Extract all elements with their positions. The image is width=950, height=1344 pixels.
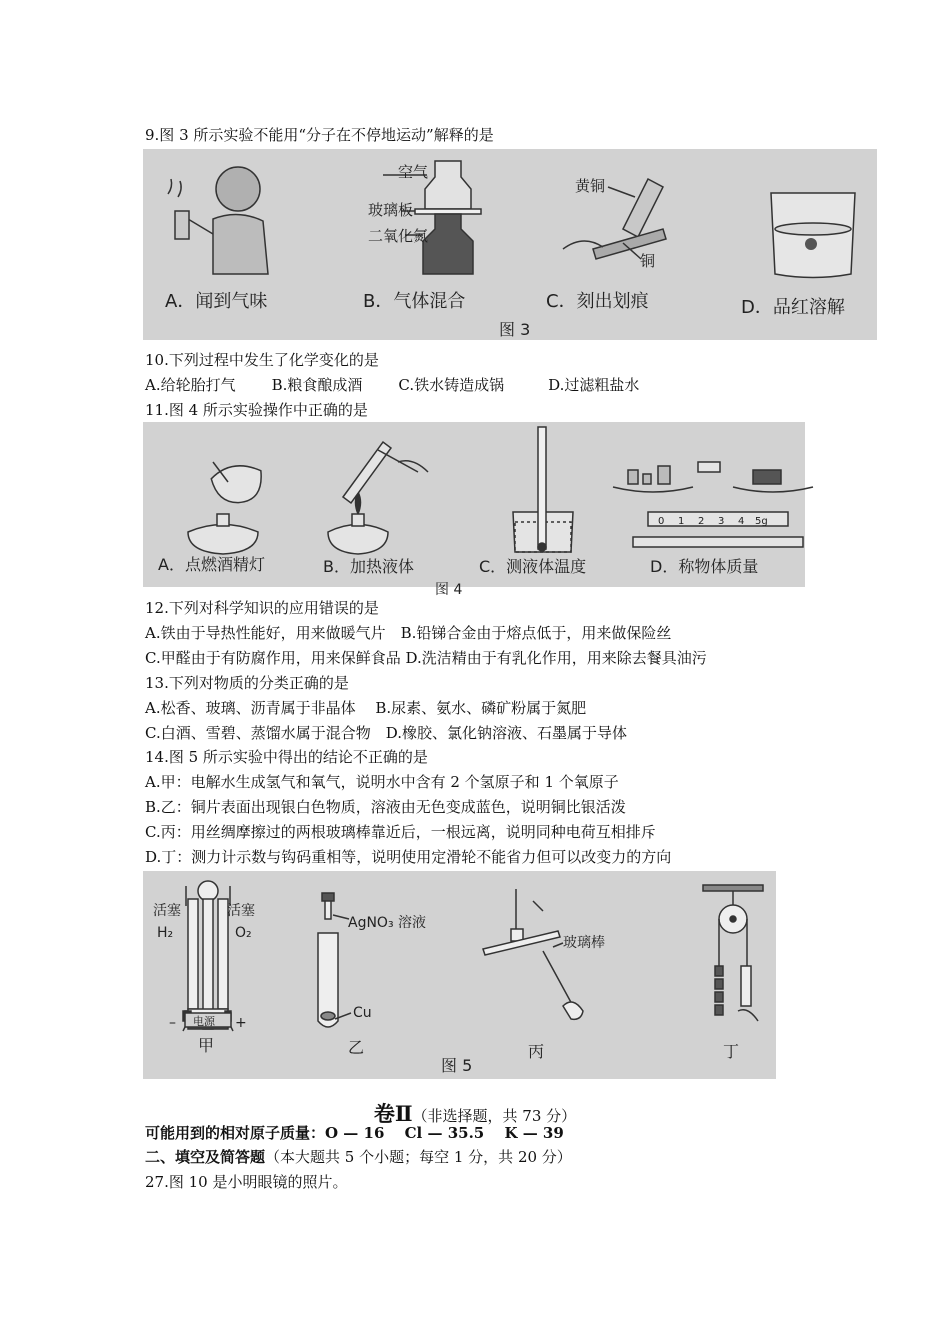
q9-option-a: A．闻到气味 xyxy=(165,291,268,312)
part2-title: 二、填空及简答题 xyxy=(145,1148,266,1166)
q10-options xyxy=(145,375,665,395)
figure-4-caption: 图 4 xyxy=(435,582,463,598)
q10-option-b: B.粮食酿成酒 xyxy=(271,376,363,394)
q13-stem: 13.下列对物质的分类正确的是 xyxy=(145,674,349,692)
label-o2: O₂ xyxy=(235,925,252,941)
q9-option-d: D．品红溶解 xyxy=(741,297,845,318)
label-h2: H₂ xyxy=(157,925,174,941)
figure-4 xyxy=(143,422,805,598)
scale-tick-4: 4 xyxy=(738,516,745,527)
scale-tick-3: 3 xyxy=(718,516,725,527)
thermometer-beaker-illustration xyxy=(513,427,573,552)
balance-scale-illustration xyxy=(613,462,813,547)
panel-ding: 丁 xyxy=(723,1042,740,1061)
figure-5-caption: 图 5 xyxy=(441,1056,473,1075)
alcohol-lamps-illustration xyxy=(188,460,268,554)
label-stopcock-left: 活塞 xyxy=(153,903,181,919)
scale-tick-5: 5g xyxy=(755,516,768,527)
part2-heading xyxy=(145,1147,572,1167)
part2-note: （本大题共 5 个小题；每空 1 分，共 20 分） xyxy=(265,1148,572,1166)
q12-options-line2: C.甲醛由于有防腐作用，用来保鲜食品 D.洗洁精由于有乳化作用，用来除去餐具油污 xyxy=(145,649,707,667)
heating-test-tube-illustration xyxy=(328,442,428,554)
q9-option-c: C．刻出划痕 xyxy=(546,291,649,312)
figure-5 xyxy=(143,871,776,1079)
label-glass-plate: 玻璃板 xyxy=(368,201,414,219)
figure-3-caption: 图 3 xyxy=(499,320,531,339)
test-tube-agno3-illustration xyxy=(318,893,351,1027)
figure-3 xyxy=(143,149,877,340)
q14-option-d: D.丁：测力计示数与钩码重相等，说明使用定滑轮不能省力但可以改变力的方向 xyxy=(145,848,672,866)
panel-jia: 甲 xyxy=(198,1036,215,1055)
label-cu: Cu xyxy=(353,1005,372,1021)
section2-title: 卷Ⅱ xyxy=(373,1101,413,1126)
q14-option-a: A.甲：电解水生成氢气和氧气，说明水中含有 2 个氢原子和 1 个氧原子 xyxy=(145,773,619,791)
q11-option-c: C．测液体温度 xyxy=(479,557,587,576)
label-agno3: AgNO₃ 溶液 xyxy=(348,915,427,931)
q13-options-line2: C.白酒、雪碧、蒸馏水属于混合物 D.橡胶、氯化钠溶液、石墨属于导体 xyxy=(145,724,627,742)
q14-option-c: C.丙：用丝绸摩擦过的两根玻璃棒靠近后，一根远离，说明同种电荷互相排斥 xyxy=(145,823,656,841)
atomic-mass-line: 可能用到的相对原子质量：O — 16 Cl — 35.5 K — 39 xyxy=(145,1124,564,1142)
q9-stem: 9.图 3 所示实验不能用“分子在不停地运动”解释的是 xyxy=(145,126,494,144)
glass-rods-illustration xyxy=(483,889,583,1019)
q11-option-d: D．称物体质量 xyxy=(650,557,759,576)
child-smelling-illustration xyxy=(168,167,268,274)
section2-subtitle: （非选择题，共 73 分） xyxy=(412,1107,577,1125)
label-glass-rod: 玻璃棒 xyxy=(563,935,605,951)
q10-option-a: A.给轮胎打气 xyxy=(145,376,236,394)
panel-yi: 乙 xyxy=(348,1038,365,1057)
panel-bing: 丙 xyxy=(528,1042,545,1061)
label-minus: – xyxy=(169,1015,176,1031)
label-power: 电源 xyxy=(193,1015,215,1028)
label-plus: + xyxy=(235,1015,247,1031)
label-copper: 铜 xyxy=(640,252,656,270)
q11-option-a: A．点燃酒精灯 xyxy=(158,555,265,574)
q14-option-b: B.乙：铜片表面出现银白色物质，溶液由无色变成蓝色，说明铜比银活泼 xyxy=(145,798,626,816)
q11-stem: 11.图 4 所示实验操作中正确的是 xyxy=(145,401,368,419)
q10-option-c: C.铁水铸造成锅 xyxy=(398,376,505,394)
q27-stem: 27.图 10 是小明眼镜的照片。 xyxy=(145,1173,348,1191)
scale-tick-2: 2 xyxy=(698,516,705,527)
q10-option-d: D.过滤粗盐水 xyxy=(548,376,640,394)
q13-options-line1: A.松香、玻璃、沥青属于非晶体 B.尿素、氨水、磷矿粉属于氮肥 xyxy=(145,699,587,717)
electrolysis-apparatus-illustration xyxy=(183,881,233,1031)
q9-option-b: B．气体混合 xyxy=(363,291,466,312)
scale-tick-0: 0 xyxy=(658,516,665,527)
scale-tick-1: 1 xyxy=(678,516,685,527)
q12-stem: 12.下列对科学知识的应用错误的是 xyxy=(145,599,379,617)
beaker-illustration xyxy=(771,193,855,278)
pulley-illustration xyxy=(703,885,763,1021)
label-no2: 二氧化氮 xyxy=(368,227,429,245)
label-air: 空气 xyxy=(398,163,429,181)
q14-stem: 14.图 5 所示实验中得出的结论不正确的是 xyxy=(145,748,428,766)
label-brass: 黄铜 xyxy=(575,177,606,195)
q11-option-b: B．加热液体 xyxy=(323,557,414,576)
q10-stem: 10.下列过程中发生了化学变化的是 xyxy=(145,351,379,369)
q12-options-line1: A.铁由于导热性能好，用来做暖气片 B.铅锑合金由于熔点低于，用来做保险丝 xyxy=(145,624,672,642)
label-stopcock-right: 活塞 xyxy=(227,903,255,919)
